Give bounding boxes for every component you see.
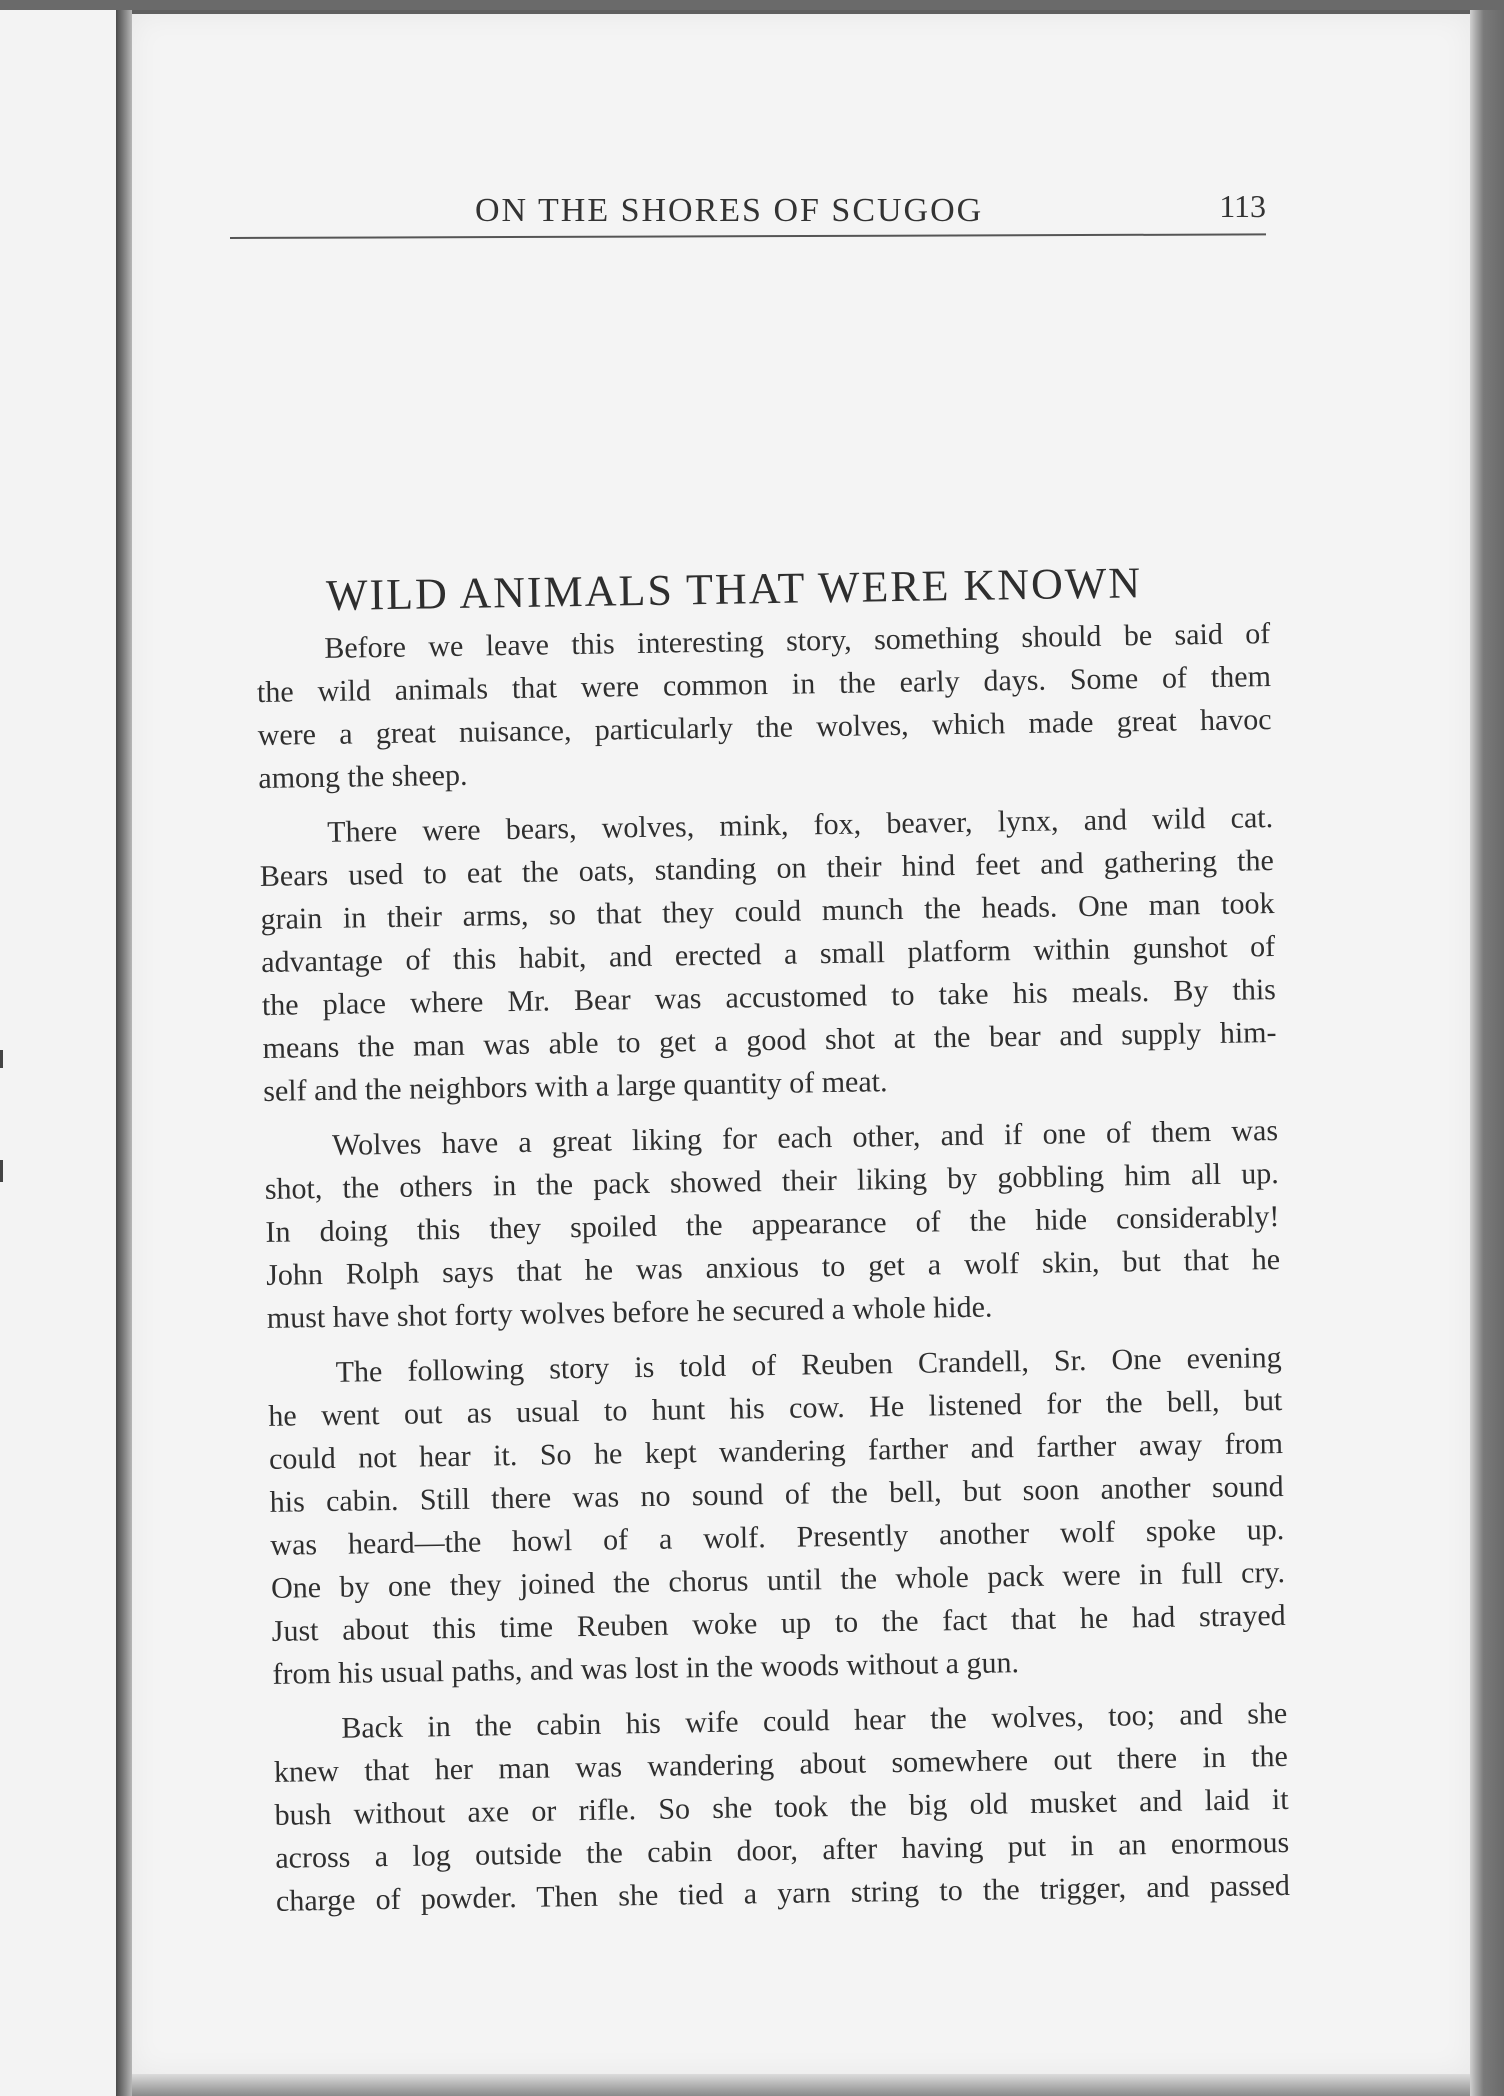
page-right-edge	[1470, 10, 1504, 2096]
text-line: were a great nuisance, particularly the wolves, which made great havoc	[257, 703, 1272, 752]
text-line: means the man was able to get a good shot at the bear and supply him-	[262, 1016, 1277, 1065]
previous-page-mark	[0, 1160, 3, 1182]
text-line: Just about this time Reuben woke up to the fact that he had strayed	[271, 1598, 1286, 1648]
previous-page-mark	[0, 1050, 3, 1068]
text-line: Back in the cabin his wife could hear the wolves, too; and she	[341, 1696, 1288, 1745]
text-line: he went out as usual to hunt his cow. He listened for the bell, but	[268, 1383, 1283, 1433]
paragraph	[273, 1692, 1290, 1923]
text-line: The following story is told of Reuben Crandell, Sr. One evening	[335, 1340, 1282, 1389]
chapter-title: WILD ANIMALS THAT WERE KNOWN	[325, 558, 1143, 620]
scan-top-edge	[0, 0, 1504, 10]
paragraph	[259, 796, 1278, 1113]
book-gutter	[116, 10, 132, 2096]
previous-page-edge	[0, 10, 116, 2096]
text-line: shot, the others in the pack showed their liking by gobbling him all up.	[264, 1157, 1279, 1206]
page-bottom-edge	[132, 2074, 1470, 2096]
text-line: In doing this they spoiled the appearance of the hide considerably!	[265, 1200, 1280, 1249]
text-line: One by one they joined the chorus until the whole pack were in full cry.	[270, 1555, 1286, 1605]
text-line: could not hear it. So he kept wandering farther and farther away from	[268, 1426, 1284, 1476]
text-line: charge of powder. Then she tied a yarn string to the trigger, and passed	[275, 1868, 1291, 1918]
text-line: advantage of this habit, and erected a small platform within gunshot of	[260, 930, 1276, 979]
text-line: among the sheep.	[258, 758, 468, 795]
text-line: grain in their arms, so that they could munch the heads. One man took	[260, 887, 1275, 936]
body-text	[256, 612, 1290, 1935]
text-line: bush without axe or rifle. So she took the big old musket and laid it	[274, 1782, 1289, 1832]
text-line: his cabin. Still there was no sound of the bell, but soon another sound	[269, 1469, 1284, 1519]
text-line: Wolves have a great liking for each other, and if one of them was	[331, 1114, 1279, 1162]
text-line: must have shot forty wolves before he secured a whole hide.	[266, 1290, 993, 1335]
paragraph	[264, 1109, 1281, 1340]
text-line: Before we leave this interesting story, something should be said of	[324, 617, 1271, 665]
text-line: self and the neighbors with a large quantity of meat.	[263, 1065, 888, 1108]
running-head-title: ON THE SHORES OF SCUGOG	[475, 192, 984, 229]
text-line: was heard—the howl of a wolf. Presently another wolf spoke up.	[270, 1512, 1285, 1562]
paragraph	[267, 1336, 1286, 1696]
text-line: the wild animals that were common in the early days. Some of them	[256, 660, 1272, 709]
text-line: There were bears, wolves, mink, fox, beaver, lynx, and wild cat.	[326, 801, 1274, 849]
text-line: knew that her man was wandering about somewhere out there in the	[273, 1739, 1289, 1789]
paragraph	[256, 612, 1273, 800]
page-number: 113	[1219, 188, 1266, 224]
text-line: John Rolph says that he was anxious to get a wolf skin, but that he	[265, 1242, 1281, 1292]
text-line: the place where Mr. Bear was accustomed to take his meals. By this	[261, 973, 1277, 1022]
text-line: Bears used to eat the oats, standing on their hind feet and gathering the	[259, 844, 1275, 893]
text-line: from his usual paths, and was lost in the woods without a gun.	[272, 1646, 1020, 1691]
text-line: across a log outside the cabin door, after having put in an enormous	[275, 1825, 1290, 1875]
